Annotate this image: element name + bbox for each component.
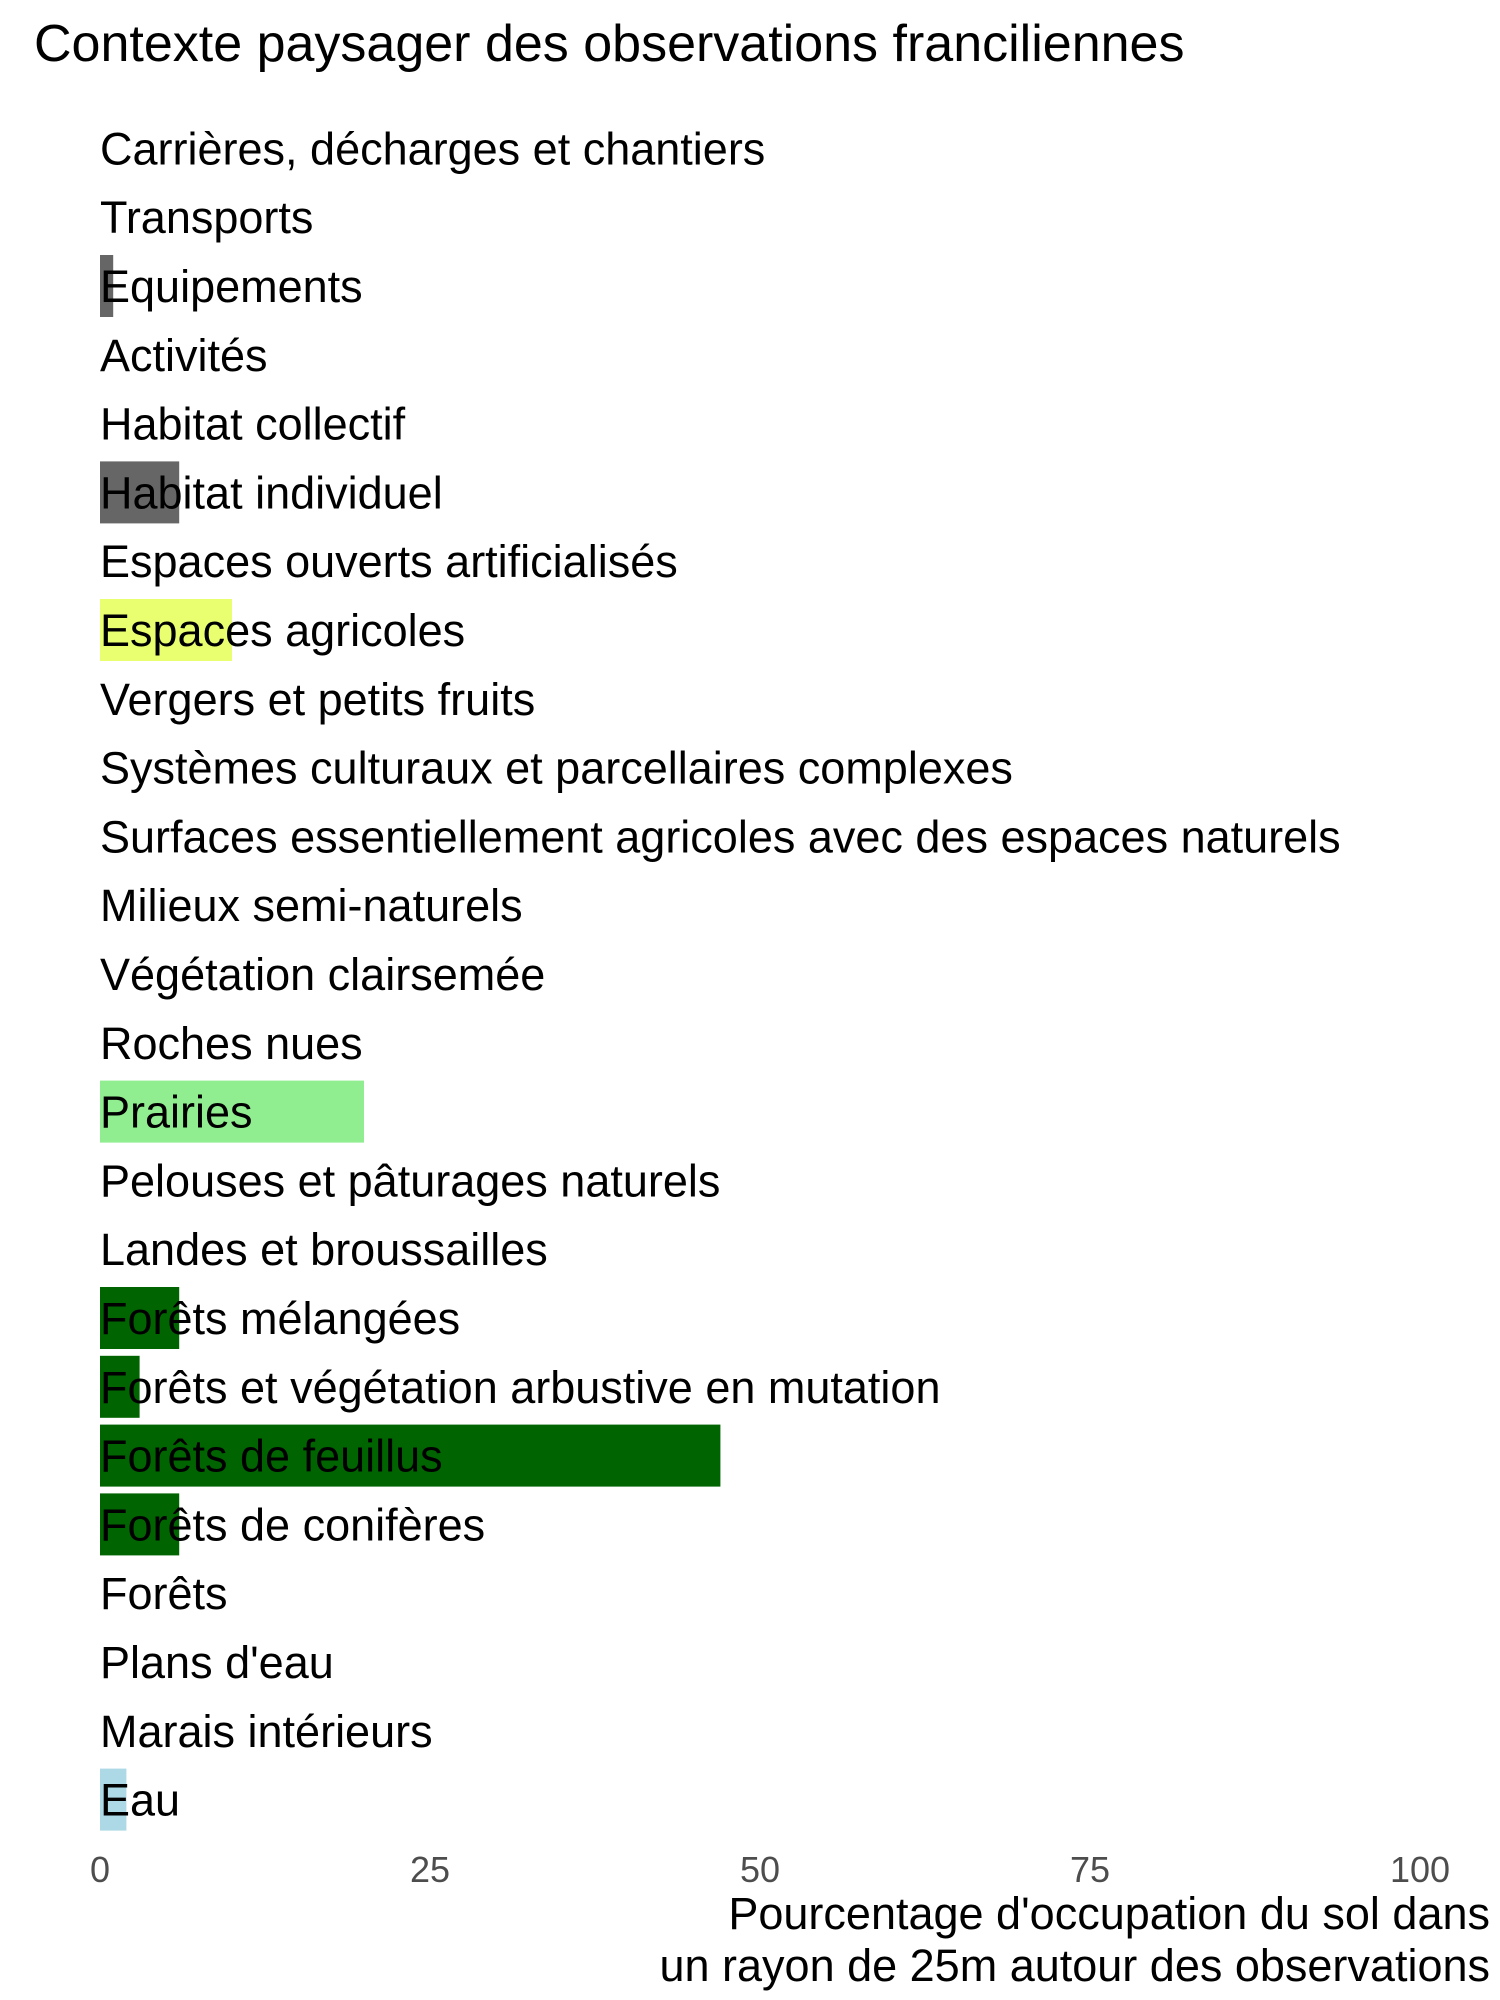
x-axis-title: Pourcentage d'occupation du sol dans un rayon de 25m autour des observations: [659, 1888, 1490, 1991]
category-label: Pelouses et pâturages naturels: [100, 1155, 721, 1207]
category-label: Forêts: [100, 1568, 228, 1620]
category-label: Landes et broussailles: [100, 1224, 548, 1276]
category-label: Habitat collectif: [100, 398, 406, 450]
category-labels: [100, 123, 1341, 1825]
x-axis-ticks: [90, 1849, 1450, 1890]
category-label: Forêts mélangées: [100, 1293, 461, 1344]
category-label: Eau: [100, 1774, 181, 1826]
x-tick-label: 100: [1389, 1849, 1451, 1890]
category-label: Forêts de conifères: [100, 1499, 486, 1551]
category-label: Transports: [100, 192, 314, 244]
x-tick-label: 50: [739, 1849, 781, 1890]
category-label: Espaces ouverts artificialisés: [100, 536, 678, 588]
category-label: Espaces agricoles: [100, 605, 466, 656]
category-label: Forêts de feuillus: [100, 1430, 443, 1482]
category-label: Habitat individuel: [100, 467, 443, 519]
category-label: Activités: [100, 329, 268, 381]
category-label: Milieux semi-naturels: [100, 880, 523, 932]
category-label: Prairies: [100, 1086, 253, 1138]
category-label: Végétation clairsemée: [100, 949, 546, 1000]
category-label: Carrières, décharges et chantiers: [100, 123, 766, 175]
category-label: Surfaces essentiellement agricoles avec des espaces naturels: [100, 811, 1341, 863]
category-label: Roches nues: [100, 1017, 363, 1069]
category-label: Equipements: [100, 261, 363, 312]
category-label: Systèmes culturaux et parcellaires complexes: [100, 742, 1013, 794]
category-label: Marais intérieurs: [100, 1705, 433, 1757]
chart-title: Contexte paysager des observations franciliennes: [34, 15, 1185, 73]
x-tick-label: 25: [409, 1849, 451, 1890]
x-tick-label: 75: [1069, 1849, 1111, 1890]
category-label: Vergers et petits fruits: [100, 673, 536, 725]
category-label: Plans d'eau: [100, 1637, 334, 1688]
x-tick-label: 0: [89, 1849, 111, 1890]
category-label: Forêts et végétation arbustive en mutation: [100, 1361, 941, 1413]
